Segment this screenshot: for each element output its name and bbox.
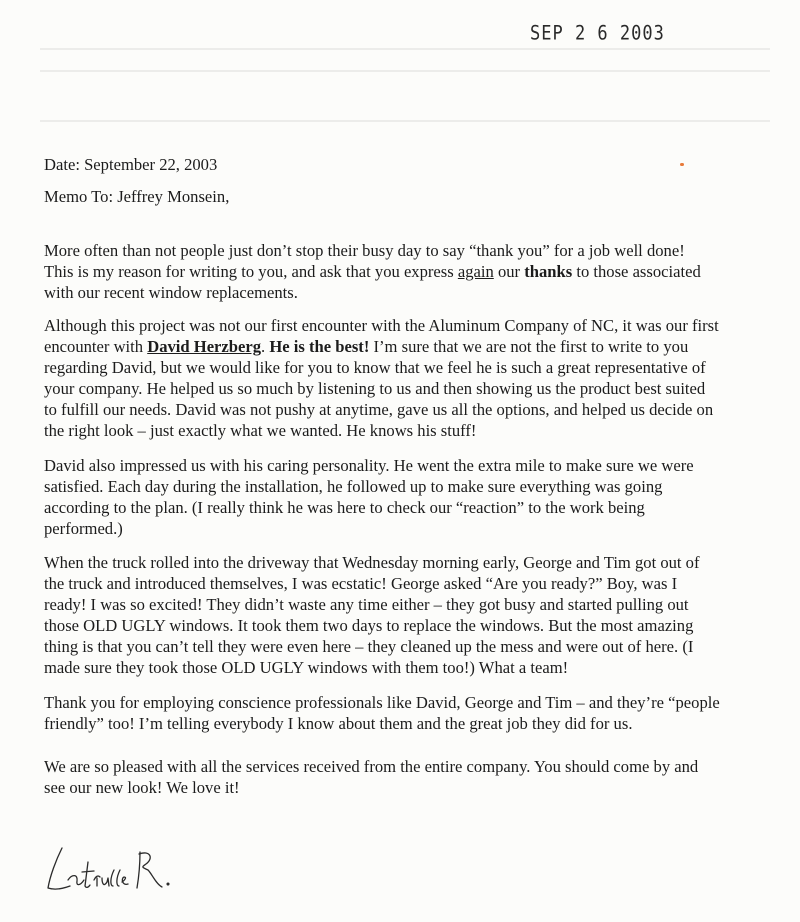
paragraph-2-line-6: the right look – just exactly what we wanted. He knows his stuff!	[44, 421, 477, 440]
paragraph-4-line-6: made sure they took those OLD UGLY windows with them too!) What a team!	[44, 658, 569, 677]
paragraph-3-line-3: according to the plan. (I really think he was here to check our “reaction” to the work being	[44, 498, 645, 517]
scan-artifact	[40, 120, 770, 122]
paragraph-5-line-2: friendly” too! I’m telling everybody I know about them and the great job they did for us.	[44, 714, 633, 733]
paragraph-4-line-5: thing is that you can’t tell they were even here – they cleaned up the mess and were out of here. (I	[44, 637, 694, 656]
text-run: our	[493, 262, 525, 281]
bold-word: thanks	[524, 262, 573, 281]
text-run: I’m sure that we are not the first to write to you	[369, 337, 689, 356]
handwritten-signature	[42, 840, 192, 900]
paragraph-2-line-1: Although this project was not our first encounter with the Aluminum Company of NC, it was our first	[44, 316, 719, 335]
scan-artifact	[40, 70, 770, 72]
scan-artifact	[40, 48, 770, 50]
text-run: encounter with	[44, 337, 148, 356]
underlined-word: again	[457, 262, 494, 281]
paragraph-2-line-2	[44, 337, 688, 357]
paragraph-4-line-2: the truck and introduced themselves, I was ecstatic! George asked “Are you ready?” Boy, was I	[44, 574, 678, 593]
paragraph-1-line-1: More often than not people just don’t stop their busy day to say “thank you” for a job well done!	[44, 241, 685, 260]
paragraph-3-line-2: satisfied. Each day during the installation, he followed up to make sure everything was going	[44, 477, 663, 496]
bold-phrase: He is the best!	[269, 337, 370, 356]
paragraph-4-line-3: ready! I was so excited! They didn’t waste any time either – they got busy and started pulling out	[44, 595, 689, 614]
memo-to-line: Memo To: Jeffrey Monsein,	[44, 187, 230, 206]
paragraph-1-line-2	[44, 262, 701, 282]
paragraph-4-line-4: those OLD UGLY windows. It took them two days to replace the windows. But the most amazing	[44, 616, 694, 635]
text-run: .	[261, 337, 270, 356]
paragraph-6-line-1: We are so pleased with all the services received from the entire company. You should come by and	[44, 757, 699, 776]
paragraph-1-line-3: with our recent window replacements.	[44, 283, 298, 302]
date-line: Date: September 22, 2003	[44, 155, 218, 174]
paragraph-3-line-1: David also impressed us with his caring personality. He went the extra mile to make sure we were	[44, 456, 694, 475]
paragraph-6-line-2: see our new look! We love it!	[44, 778, 240, 797]
paragraph-4-line-1: When the truck rolled into the driveway that Wednesday morning early, George and Tim got out of	[44, 553, 700, 572]
received-date-stamp: SEP 2 6 2003	[530, 22, 665, 45]
paragraph-2-line-5: to fulfill our needs. David was not pushy at anytime, gave us all the options, and helped us decide on	[44, 400, 714, 419]
text-run: This is my reason for writing to you, and ask that you express	[44, 262, 458, 281]
paragraph-2-line-3: regarding David, but we would like for you to know that we feel he is such a great representative of	[44, 358, 706, 377]
ink-spot	[680, 163, 684, 166]
text-run: to those associated	[572, 262, 701, 281]
paragraph-2-line-4: your company. He helped us so much by listening to us and then showing us the product best suited	[44, 379, 706, 398]
paragraph-3-line-4: performed.)	[44, 519, 123, 538]
paragraph-5-line-1: Thank you for employing conscience professionals like David, George and Tim – and they’re “people	[44, 693, 720, 712]
employee-name: David Herzberg	[147, 337, 262, 356]
